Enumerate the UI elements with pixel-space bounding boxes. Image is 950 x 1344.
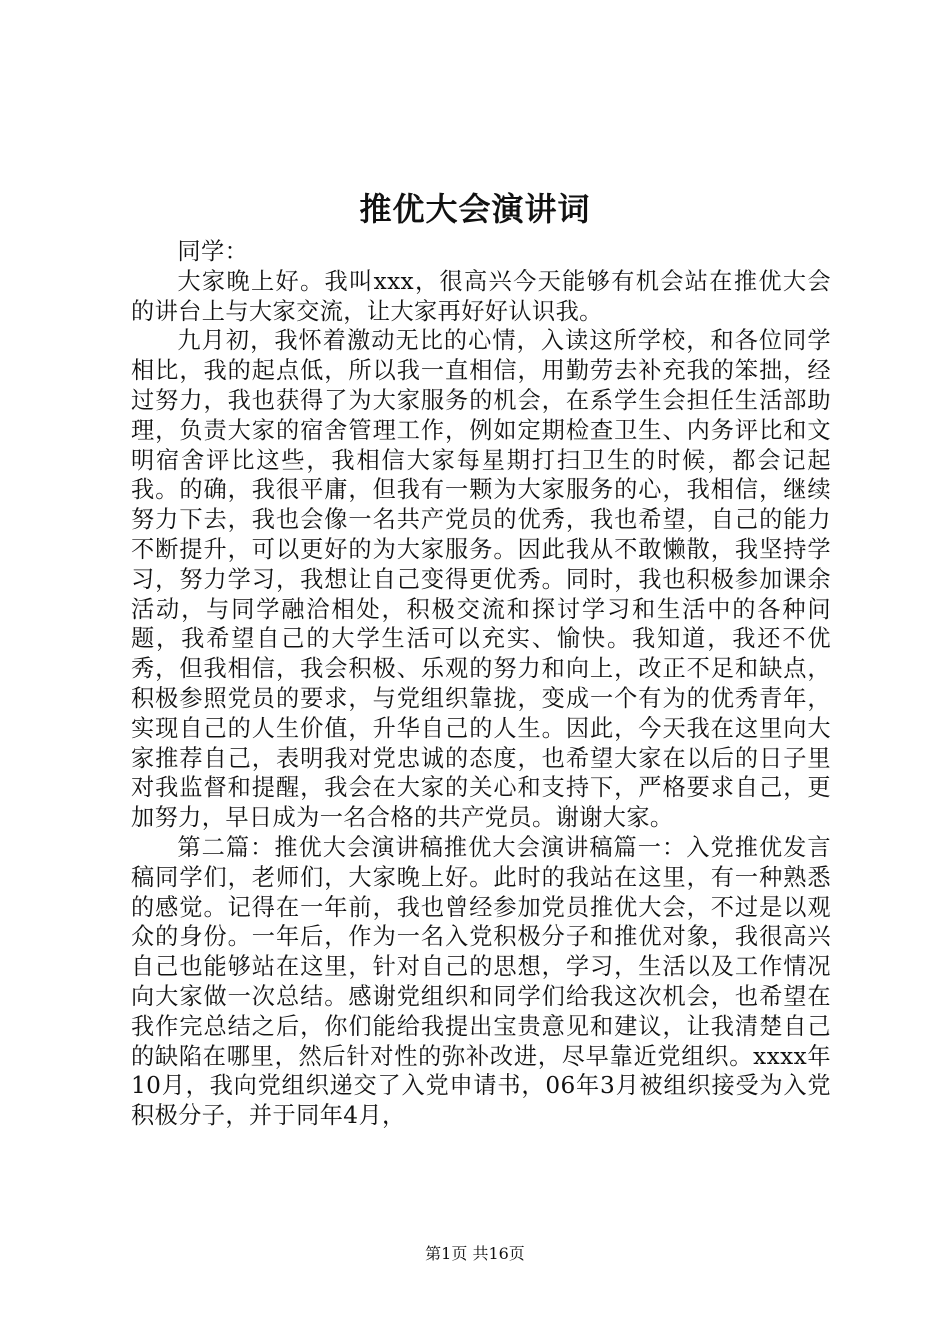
page-number-footer: 第1页 共16页	[425, 1244, 525, 1263]
paragraph-1: 大家晚上好。我叫xxx，很高兴今天能够有机会站在推优大会的讲台上与大家交流，让大家再好好认识我。	[131, 267, 831, 325]
greeting-paragraph: 同学：	[177, 238, 249, 265]
paragraph-2: 九月初，我怀着激动无比的心情，入读这所学校，和各位同学相比，我的起点低，所以我一直相信，用勤劳去补充我的笨拙，经过努力，我也获得了为大家服务的机会，在系学生会担任生活部助理，负责大家的宿舍管理工作，例如定期检查卫生、内务评比和文明宿舍评比这些，我相信大家每星期打扫卫生的时候，都会记起我。的确，我很平庸，但我有一颗为大家服务的心，我相信，继续努力下去，我也会像一名共产党员的优秀，我也希望，自己的能力不断提升，可以更好的为大家服务。因此我从不敢懒散，我坚持学习，努力学习，我想让自己变得更优秀。同时，我也积极参加课余活动，与同学融洽相处，积极交流和探讨学习和生活中的各种问题，我希望自己的大学生活可以充实、愉快。我知道，我还不优秀，但我相信，我会积极、乐观的努力和向上，改正不足和缺点，积极参照党员的要求，与党组织靠拢，变成一个有为的优秀青年，实现自己的人生价值，升华自己的人生。因此，今天我在这里向大家推荐自己，表明我对党忠诚的态度，也希望大家在以后的日子里对我监督和提醒，我会在大家的关心和支持下，严格要求自己，更加努力，早日成为一名合格的共产党员。谢谢大家。	[131, 327, 831, 832]
document-title: 推优大会演讲词	[359, 190, 591, 228]
paragraph-3: 第二篇：推优大会演讲稿推优大会演讲稿篇一：入党推优发言稿同学们，老师们，大家晚上好。此时的我站在这里，有一种熟悉的感觉。记得在一年前，我也曾经参加党员推优大会，不过是以观众的身份。一年后，作为一名入党积极分子和推优对象，我很高兴自己也能够站在这里，针对自己的思想，学习，生活以及工作情况向大家做一次总结。感谢党组织和同学们给我这次机会，也希望在我作完总结之后，你们能给我提出宝贵意见和建议，让我清楚自己的缺陷在哪里，然后针对性的弥补改进，尽早靠近党组织。xxxx年10月，我向党组织递交了入党申请书，06年3月被组织接受为入党积极分子，并于同年4月，	[131, 833, 831, 1130]
document-body	[131, 237, 831, 1131]
